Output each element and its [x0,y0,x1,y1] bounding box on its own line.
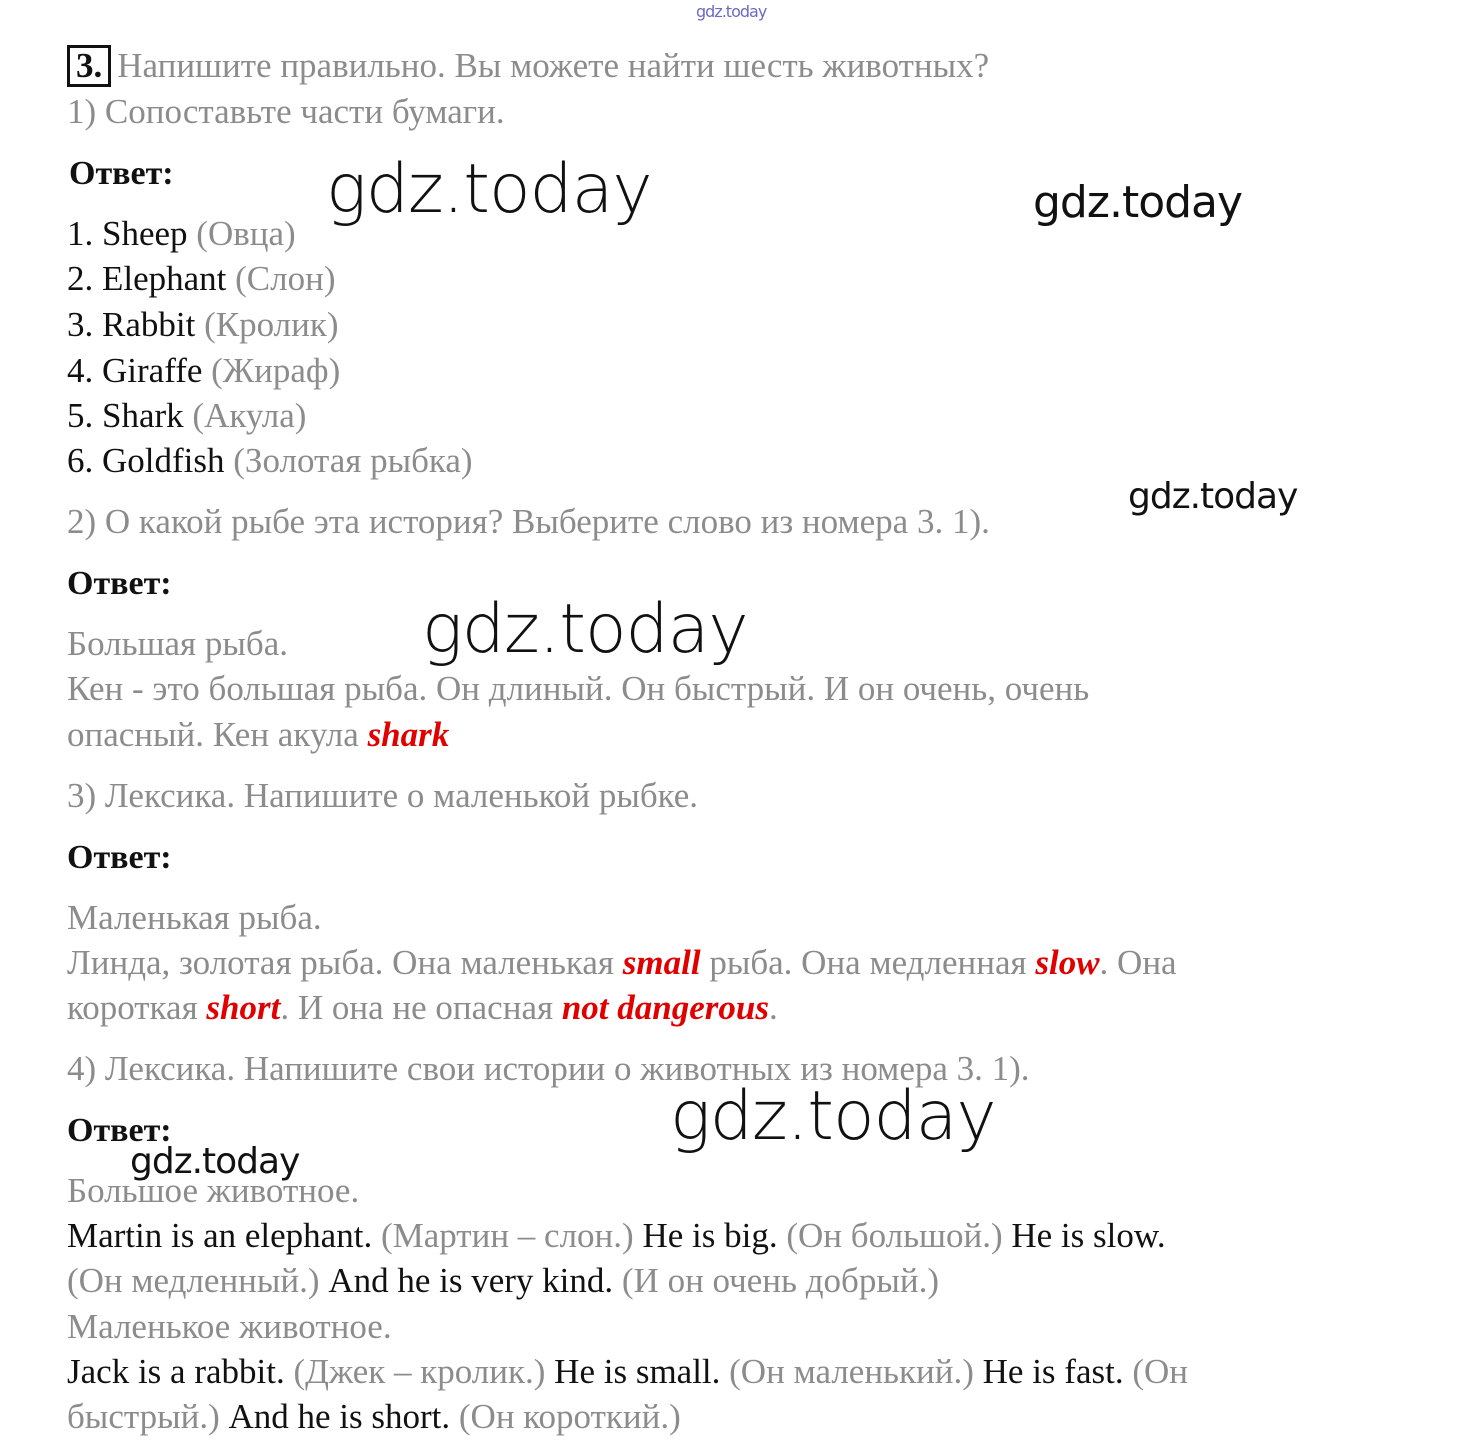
text-fragment: . Она [1099,943,1177,982]
text-fragment: . [769,988,778,1027]
part4-big-line2 [67,1259,939,1303]
watermark-top: gdz.today [696,2,767,21]
watermark: gdz.today [130,1141,300,1182]
part4-heading-big: Большое животное. [67,1171,360,1210]
item-ru: (Кролик) [204,305,339,344]
item-ru: (Жираф) [211,351,341,390]
list-item [67,394,306,438]
sentence-en: Jack is a rabbit. [67,1352,285,1391]
part2-answer-label: Ответ: [67,565,172,602]
task-title-line [67,44,989,88]
sentence-ru: быстрый.) [67,1397,220,1436]
part4-heading-small: Маленькое животное. [67,1307,392,1346]
answer-word: shark [367,715,450,754]
sentence-ru: (Он короткий.) [458,1397,681,1436]
sentence-ru: (Он медленный.) [67,1261,320,1300]
item-ru: (Овца) [196,214,296,253]
part3-instruction: 3) Лексика. Напишите о маленькой рыбке. [67,776,699,815]
part1-answer-label: Ответ: [69,155,174,192]
item-en: 3. Rabbit [67,305,196,344]
sentence-en: And he is short. [228,1397,451,1436]
sentence-ru: (Он большой.) [786,1216,1003,1255]
part2-line2-text: опасный. Кен акула [67,715,359,754]
answer-word: short [206,988,281,1027]
watermark: gdz.today [326,150,652,229]
sentence-ru: (Он маленький.) [729,1352,974,1391]
part1-instruction: 1) Сопоставьте части бумаги. [67,92,505,131]
sentence-ru: (И он очень добрый.) [621,1261,939,1300]
item-en: 2. Elephant [67,259,227,298]
part2-instruction: 2) О какой рыбе эта история? Выберите слово из номера 3. 1). [67,502,990,541]
list-item [67,303,338,347]
part3-line1 [67,941,1177,985]
watermark: gdz.today [670,1077,996,1156]
part4-answer-label: Ответ: [67,1112,172,1149]
sentence-ru: (Джек – кролик.) [293,1352,546,1391]
part2-line1: Кен - это большая рыба. Он длиный. Он быстрый. И он очень, очень [67,669,1090,708]
sentence-ru: (Он [1132,1352,1189,1391]
text-fragment: . И она не опасная [280,988,554,1027]
part4-big-line1 [67,1214,1166,1258]
list-item [67,439,473,483]
text-fragment: Линда, золотая рыба. Она маленькая [67,943,615,982]
task-number: 3. [67,45,111,87]
list-item [67,349,340,393]
part3-line2 [67,986,778,1030]
watermark: gdz.today [1033,177,1243,228]
sentence-en: And he is very kind. [328,1261,614,1300]
watermark: gdz.today [1128,476,1298,517]
part3-heading: Маленькая рыба. [67,898,322,937]
answer-word: slow [1035,943,1100,982]
part4-small-line1 [67,1350,1188,1394]
sentence-ru: (Мартин – слон.) [380,1216,634,1255]
text-fragment: короткая [67,988,198,1027]
list-item [67,212,296,256]
item-en: 5. Shark [67,396,184,435]
sentence-en: He is small. [554,1352,721,1391]
sentence-en: He is slow. [1011,1216,1166,1255]
item-ru: (Слон) [235,259,336,298]
item-en: 6. Goldfish [67,441,225,480]
watermark: gdz.today [422,590,748,669]
part3-answer-label: Ответ: [67,839,172,876]
sentence-en: Martin is an elephant. [67,1216,373,1255]
part4-small-line2 [67,1395,681,1439]
item-ru: (Акула) [192,396,307,435]
part4-instruction: 4) Лексика. Напишите свои истории о животных из номера 3. 1). [67,1049,1030,1088]
answer-word: small [622,943,701,982]
item-ru: (Золотая рыбка) [233,441,473,480]
answer-word: not dangerous [561,988,769,1027]
list-item [67,257,336,301]
sentence-en: He is fast. [982,1352,1124,1391]
sentence-en: He is big. [642,1216,778,1255]
text-fragment: рыба. Она медленная [709,943,1027,982]
part2-heading: Большая рыба. [67,624,289,663]
item-en: 4. Giraffe [67,351,203,390]
part2-line2 [67,713,449,757]
task-title: Напишите правильно. Вы можете найти шесть животных? [117,46,990,85]
item-en: 1. Sheep [67,214,188,253]
